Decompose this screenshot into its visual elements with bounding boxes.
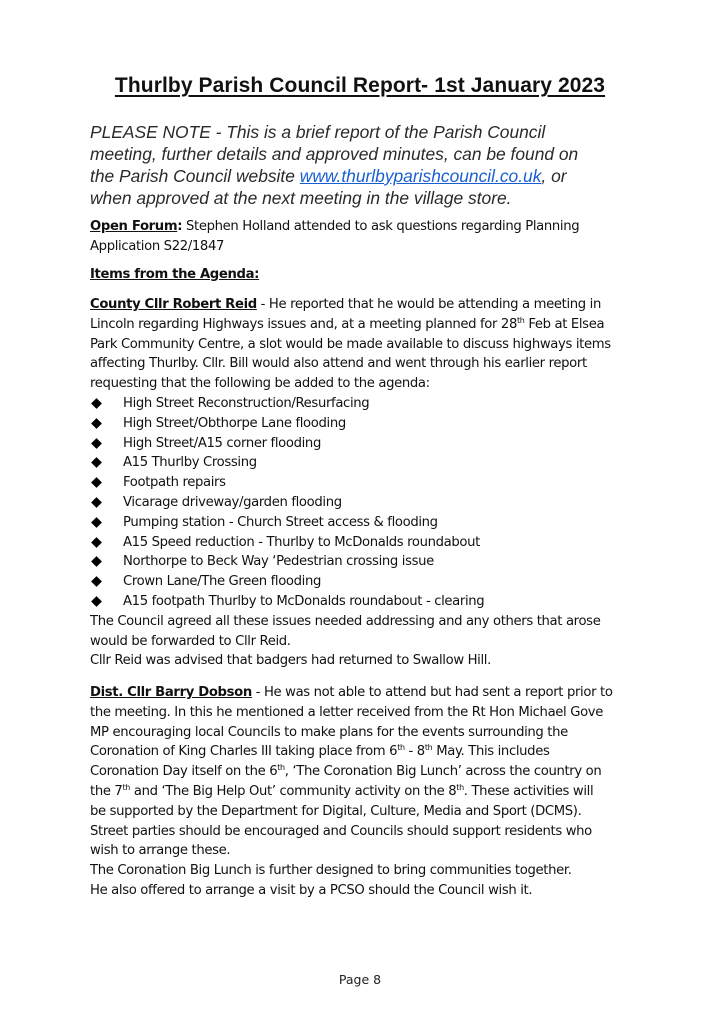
page-number: Page 8 bbox=[338, 972, 382, 987]
note-line bbox=[90, 165, 650, 187]
dist-cllr-text: wish to arrange these. bbox=[90, 843, 231, 859]
note-text: the Parish Council website bbox=[90, 166, 300, 186]
dist-cllr-text: May. This includes bbox=[432, 744, 550, 760]
list-item bbox=[90, 533, 650, 553]
agenda-heading: Items from the Agenda: bbox=[90, 267, 260, 282]
dist-cllr-text: the meeting. In this he mentioned a letter received from the Rt Hon Michael Gove bbox=[90, 704, 604, 720]
note-line: PLEASE NOTE - This is a brief report of the Parish Council bbox=[90, 122, 546, 142]
county-cllr-text: Cllr Reid was advised that badgers had returned to Swallow Hill. bbox=[90, 653, 491, 669]
dist-cllr-text: Street parties should be encouraged and Councils should support residents who bbox=[90, 823, 592, 839]
dist-cllr-heading: Dist. Cllr Barry Dobson bbox=[90, 685, 252, 700]
dist-cllr-text: - He was not able to attend but had sent a report prior to bbox=[251, 685, 613, 700]
dist-cllr-text: - 8 bbox=[404, 744, 425, 760]
note-text: , or bbox=[541, 166, 567, 186]
open-forum-text: Stephen Holland attended to ask questions regarding Planning bbox=[182, 219, 580, 234]
diamond-bullet-icon bbox=[91, 517, 102, 528]
please-note-paragraph bbox=[90, 121, 650, 209]
county-cllr-text: Park Community Centre, a slot would be made available to discuss highways items bbox=[90, 336, 611, 352]
list-item-text: A15 Speed reduction - Thurlby to McDonalds roundabout bbox=[123, 534, 480, 550]
list-item-text: High Street/Obthorpe Lane flooding bbox=[123, 415, 346, 431]
county-cllr-heading: County Cllr Robert Reid bbox=[90, 297, 257, 312]
ordinal-suffix: th bbox=[424, 743, 433, 753]
county-cllr-text: Lincoln regarding Highways issues and, at a meeting planned for 28 bbox=[90, 316, 517, 332]
heading-colon: : bbox=[177, 219, 183, 234]
county-cllr-text: affecting Thurlby. Cllr. Bill would also attend and went through his earlier report bbox=[90, 356, 587, 372]
list-item-text: Vicarage driveway/garden flooding bbox=[123, 494, 342, 510]
list-item-text: Footpath repairs bbox=[123, 475, 226, 491]
agenda-items-list bbox=[90, 394, 650, 612]
diamond-bullet-icon bbox=[91, 556, 102, 567]
open-forum-text: Application S22/1847 bbox=[90, 238, 225, 254]
ordinal-suffix: th bbox=[456, 782, 464, 792]
county-cllr-text: Feb at Elsea bbox=[524, 316, 605, 332]
note-line: meeting, further details and approved minutes, can be found on bbox=[90, 144, 579, 164]
open-forum-section bbox=[90, 217, 650, 257]
diamond-bullet-icon bbox=[91, 438, 102, 449]
document-title: Thurlby Parish Council Report- 1st January 2023 bbox=[114, 74, 606, 97]
diamond-bullet-icon bbox=[91, 457, 102, 468]
dist-cllr-text: , ‘The Coronation Big Lunch’ across the country on bbox=[284, 764, 602, 780]
list-item-text: High Street Reconstruction/Resurfacing bbox=[123, 395, 370, 411]
diamond-bullet-icon bbox=[91, 596, 102, 607]
diamond-bullet-icon bbox=[91, 497, 102, 508]
county-cllr-text: - He reported that he would be attending a meeting in bbox=[256, 297, 601, 312]
diamond-bullet-icon bbox=[91, 477, 102, 488]
dist-cllr-text: MP encouraging local Councils to make plans for the events surrounding the bbox=[90, 724, 568, 740]
ordinal-suffix: th bbox=[277, 763, 285, 773]
note-line: when approved at the next meeting in the village store. bbox=[90, 188, 512, 208]
county-cllr-text: The Council agreed all these issues needed addressing and any others that arose bbox=[90, 613, 601, 629]
diamond-bullet-icon bbox=[91, 398, 102, 409]
agenda-section bbox=[90, 265, 650, 285]
website-link[interactable]: www.thurlbyparishcouncil.co.uk bbox=[299, 166, 542, 186]
diamond-bullet-icon bbox=[91, 418, 102, 429]
dist-cllr-text: . These activities will bbox=[463, 783, 594, 799]
dist-cllr-text: Coronation Day itself on the 6 bbox=[90, 764, 278, 780]
list-item bbox=[90, 414, 650, 434]
diamond-bullet-icon bbox=[91, 576, 102, 587]
dist-cllr-text: Coronation of King Charles III taking place from 6 bbox=[90, 744, 398, 760]
list-item bbox=[90, 434, 650, 454]
list-item bbox=[90, 453, 650, 473]
list-item bbox=[90, 493, 650, 513]
county-cllr-text: would be forwarded to Cllr Reid. bbox=[90, 633, 291, 649]
ordinal-suffix: th bbox=[122, 782, 130, 792]
list-item-text: High Street/A15 corner flooding bbox=[123, 435, 321, 451]
list-item bbox=[90, 592, 650, 612]
list-item bbox=[90, 572, 650, 592]
dist-cllr-section bbox=[90, 683, 650, 901]
dist-cllr-text: and ‘The Big Help Out’ community activity on the 8 bbox=[130, 783, 457, 799]
dist-cllr-text: The Coronation Big Lunch is further designed to bring communities together. bbox=[90, 863, 572, 879]
list-item-text: A15 Thurlby Crossing bbox=[123, 455, 257, 471]
dist-cllr-text: the 7 bbox=[90, 783, 123, 799]
list-item-text: A15 footpath Thurlby to McDonalds roundabout - clearing bbox=[123, 593, 485, 609]
dist-cllr-text: He also offered to arrange a visit by a PCSO should the Council wish it. bbox=[90, 882, 533, 898]
list-item-text: Pumping station - Church Street access & flooding bbox=[123, 514, 438, 530]
dist-cllr-text: be supported by the Department for Digital, Culture, Media and Sport (DCMS). bbox=[90, 803, 582, 819]
list-item bbox=[90, 513, 650, 533]
diamond-bullet-icon bbox=[91, 537, 102, 548]
list-item bbox=[90, 394, 650, 414]
ordinal-suffix: th bbox=[516, 315, 525, 325]
county-cllr-section bbox=[90, 295, 650, 671]
open-forum-heading: Open Forum bbox=[90, 219, 178, 234]
list-item-text: Crown Lane/The Green flooding bbox=[123, 574, 321, 590]
list-item bbox=[90, 552, 650, 572]
ordinal-suffix: th bbox=[397, 743, 405, 753]
county-cllr-text: requesting that the following be added to the agenda: bbox=[90, 376, 430, 392]
list-item bbox=[90, 473, 650, 493]
list-item-text: Northorpe to Beck Way ‘Pedestrian crossing issue bbox=[123, 554, 434, 570]
